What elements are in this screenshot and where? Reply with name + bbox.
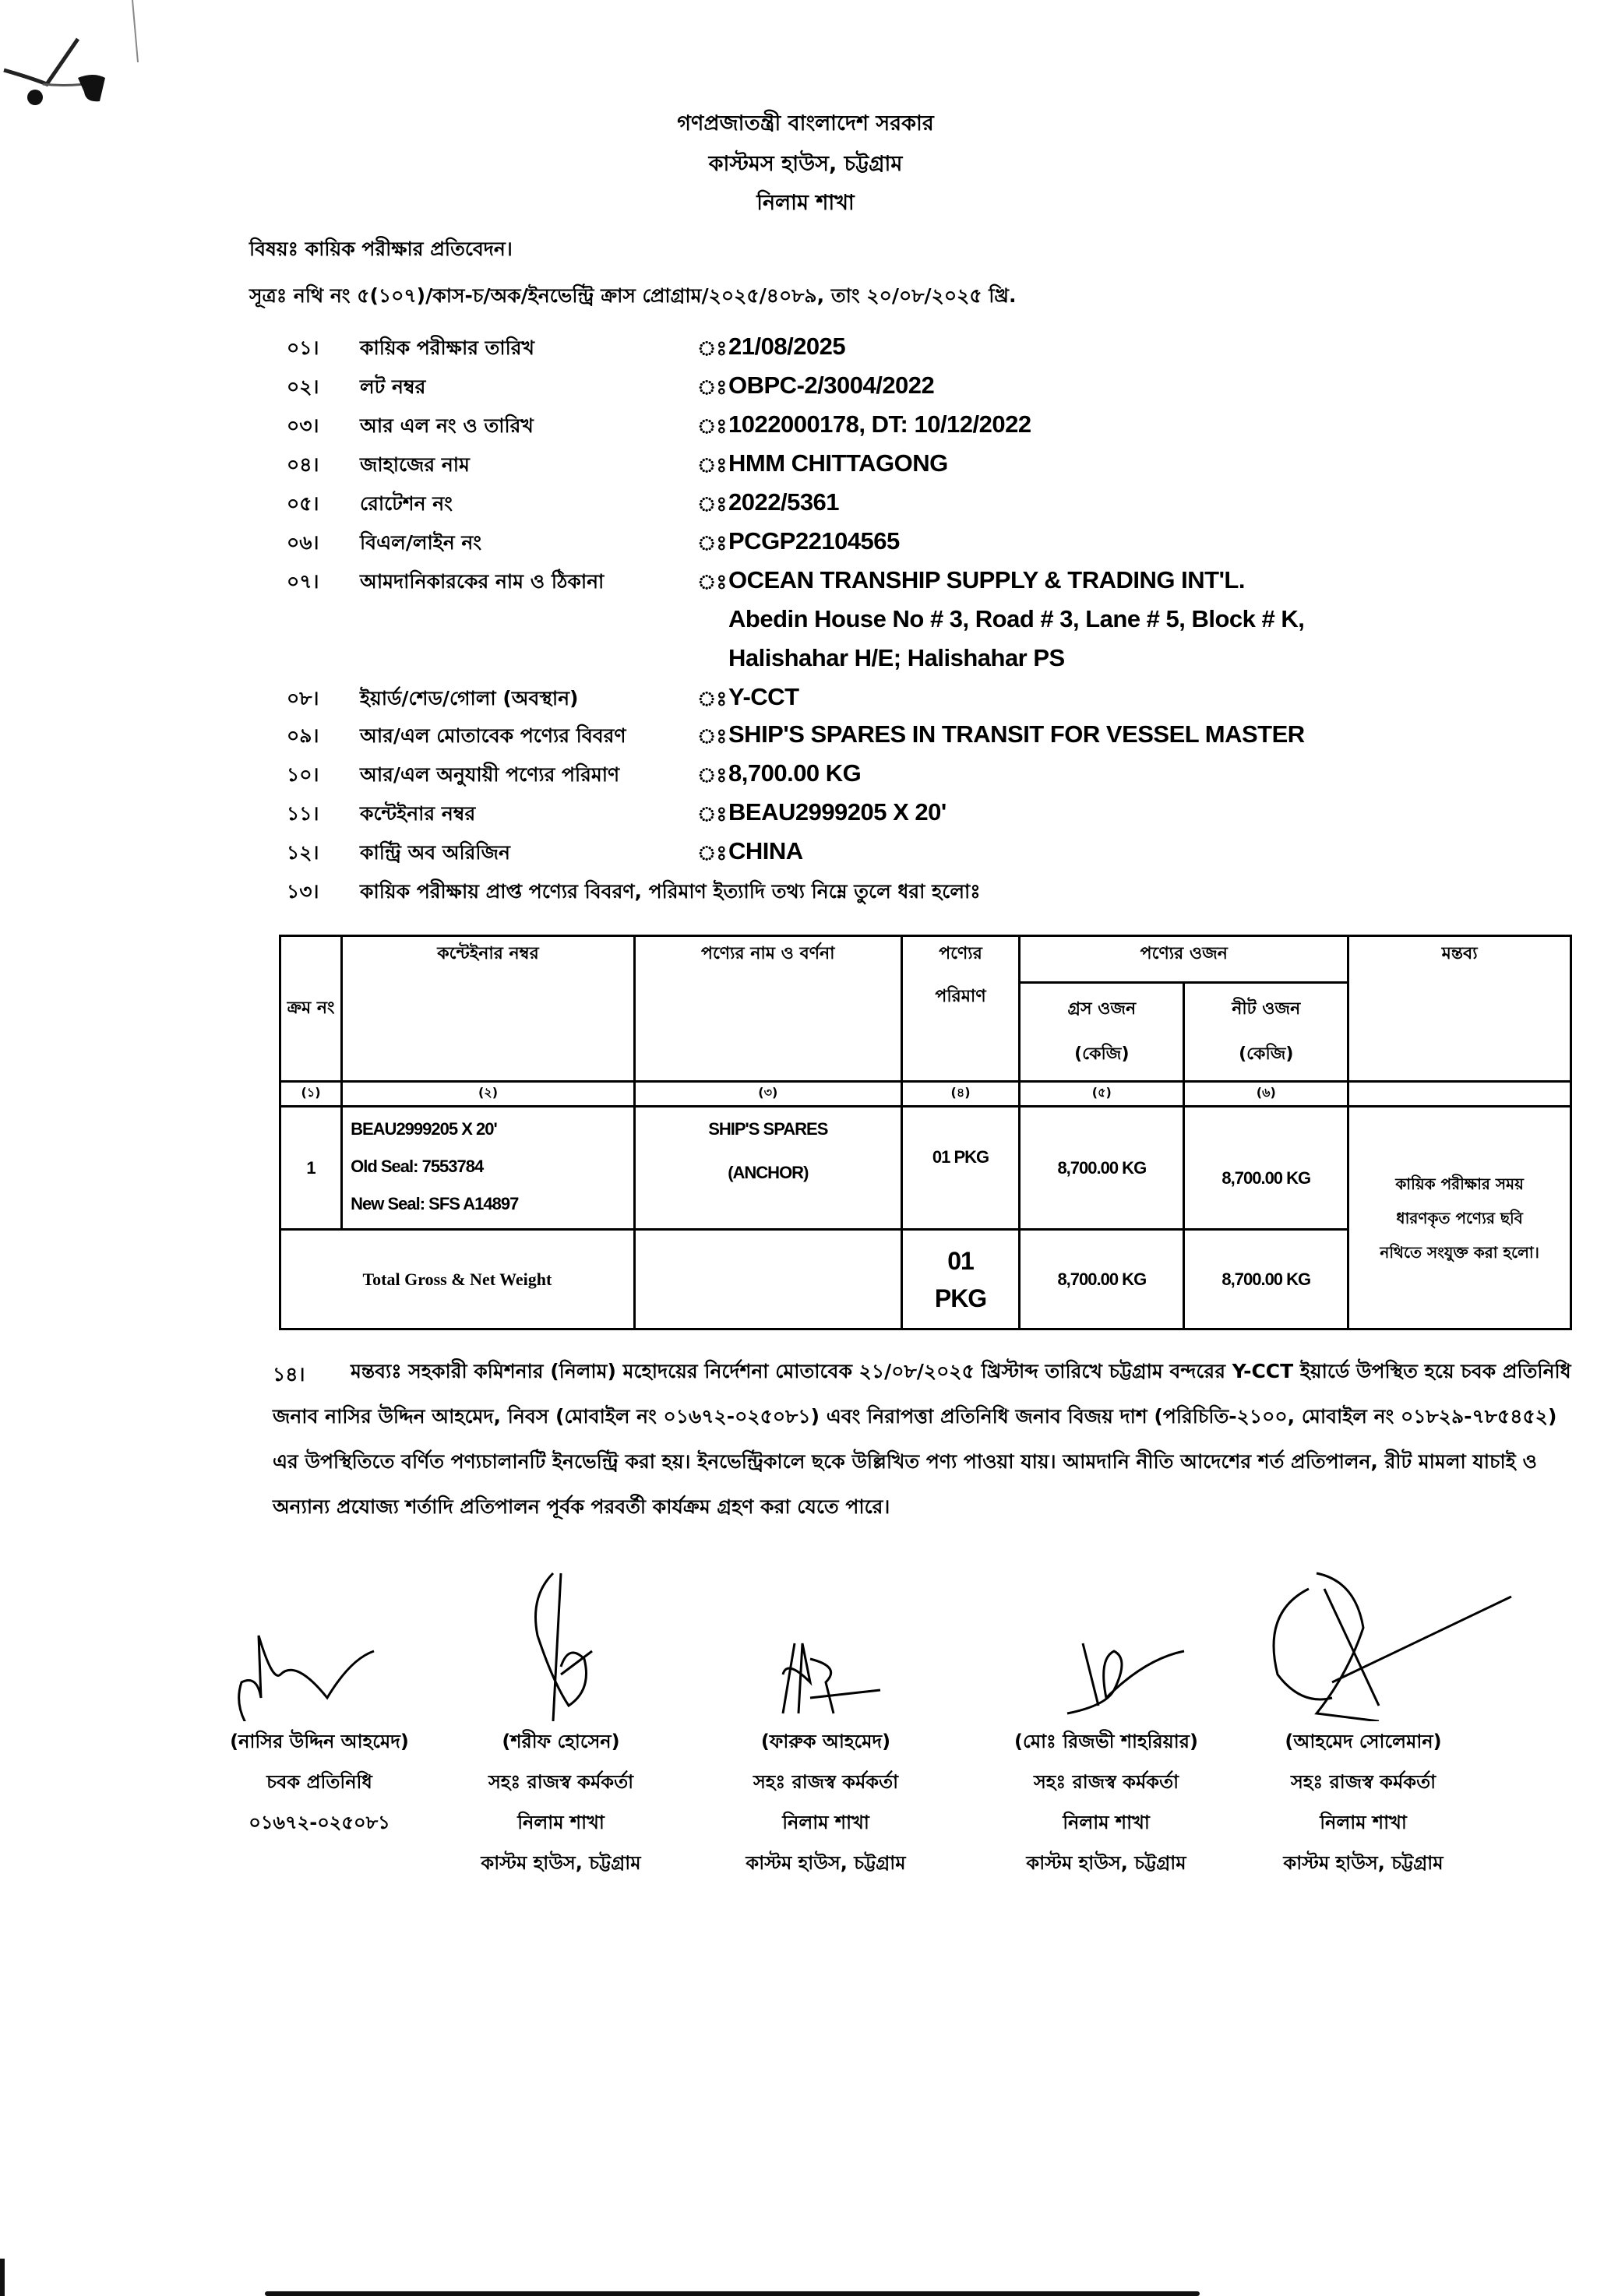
- signatory-name: (ফারুক আহমেদ): [760, 1731, 891, 1752]
- signatory-branch: নিলাম শাখা: [782, 1812, 869, 1833]
- field-colon: ঃ: [697, 493, 728, 516]
- total-quantity-l1: 01: [947, 1246, 974, 1275]
- field-label: কন্টেইনার নম্বর: [360, 802, 476, 825]
- header-serial: [280, 936, 342, 1082]
- old-seal: Old Seal: 7553784: [351, 1157, 484, 1176]
- field-colon: ঃ: [697, 415, 728, 438]
- signature-icon: [1223, 1565, 1519, 1721]
- total-blank: [634, 1230, 901, 1329]
- field-number: ১২।: [287, 841, 319, 864]
- branch-title: নিলাম শাখা: [756, 191, 855, 215]
- field-label: বিএল/লাইন নং: [360, 531, 482, 554]
- field-row-vessel: [0, 449, 1611, 488]
- field-row-origin: [0, 837, 1611, 876]
- column-number-row: [280, 1082, 1571, 1107]
- header-quantity-l1: পণ্যের: [939, 944, 982, 963]
- table-header-row: [280, 936, 1571, 983]
- field-value: 1022000178, DT: 10/12/2022: [728, 410, 1031, 438]
- field-row-container: [0, 798, 1611, 837]
- field-label: আর এল নং ও তারিখ: [360, 414, 534, 437]
- signatory-branch: নিলাম শাখা: [517, 1812, 605, 1833]
- col-number-blank: [1348, 1082, 1571, 1107]
- signature-icon: [203, 1612, 436, 1721]
- cell-container: [342, 1107, 635, 1230]
- cell-goods: [634, 1107, 901, 1230]
- field-value: OBPC-2/3004/2022: [728, 372, 935, 399]
- container-number: BEAU2999205 X 20': [351, 1119, 497, 1139]
- field-value: SHIP'S SPARES IN TRANSIT FOR VESSEL MASTER: [728, 720, 1305, 748]
- header-serial-text: ক্রম নং: [287, 998, 335, 1018]
- col-number: (২): [342, 1082, 635, 1107]
- field-number: ০৬।: [287, 531, 319, 554]
- signatory-2: [421, 1565, 701, 1883]
- field-colon: ঃ: [697, 764, 728, 787]
- importer-address-line2: Halishahar H/E; Halishahar PS: [728, 644, 1065, 671]
- field-number: ০৫।: [287, 492, 319, 515]
- field-number: ০৪।: [287, 453, 319, 476]
- field-colon: ঃ: [697, 376, 728, 400]
- cell-gross: 8,700.00 KG: [1020, 1107, 1184, 1230]
- field-label: জাহাজের নাম: [360, 453, 470, 476]
- field-row-lot: [0, 372, 1611, 410]
- signatory-office: কাস্টম হাউস, চট্টগ্রাম: [1283, 1852, 1444, 1874]
- signatory-title: চবক প্রতিনিধি: [266, 1771, 372, 1793]
- signatory-office: কাস্টম হাউস, চট্টগ্রাম: [1026, 1852, 1186, 1874]
- signatory-name: (নাসির উদ্দিন আহমেদ): [230, 1731, 409, 1752]
- cell-serial: 1: [280, 1107, 342, 1230]
- signatory-name: (শরীফ হোসেন): [502, 1731, 620, 1752]
- signatory-branch: নিলাম শাখা: [1063, 1812, 1150, 1833]
- signatory-phone: ০১৬৭২-০২৫০৮১: [249, 1812, 390, 1833]
- field-row-date: [0, 333, 1611, 372]
- field-value: CHINA: [728, 837, 803, 865]
- field-colon: ঃ: [697, 571, 728, 594]
- field-number: ০১।: [287, 336, 319, 359]
- new-seal: New Seal: SFS A14897: [351, 1194, 519, 1213]
- header-net: [1184, 983, 1348, 1082]
- signature-icon: [989, 1612, 1223, 1721]
- field-value: 2022/5361: [728, 488, 840, 516]
- signatory-branch: নিলাম শাখা: [1320, 1812, 1407, 1833]
- field-row-importer: [0, 566, 1611, 683]
- field-row-13: [0, 876, 1611, 915]
- col-number: (১): [280, 1082, 342, 1107]
- total-net: 8,700.00 KG: [1184, 1230, 1348, 1329]
- header-remarks: মন্তব্য: [1348, 936, 1571, 1082]
- field-colon: ঃ: [697, 337, 728, 361]
- header-gross-l1: গ্রস ওজন: [1067, 999, 1137, 1019]
- field-colon: ঃ: [697, 688, 728, 711]
- signatory-office: কাস্টম হাউস, চট্টগ্রাম: [746, 1852, 906, 1874]
- office-title: কাস্টমস হাউস, চট্টগ্রাম: [708, 152, 903, 176]
- col-number: (৫): [1020, 1082, 1184, 1107]
- total-label: Total Gross & Net Weight: [280, 1230, 635, 1329]
- signatory-name: (আহমেদ সোলেমান): [1285, 1731, 1442, 1752]
- field-label: ইয়ার্ড/শেড/গোলা (অবস্থান): [360, 687, 579, 710]
- col-number: (৩): [634, 1082, 901, 1107]
- field-row-rotation: [0, 488, 1611, 527]
- cell-net: 8,700.00 KG: [1184, 1107, 1348, 1230]
- goods-name: SHIP'S SPARES: [708, 1119, 828, 1139]
- table-row: [280, 1107, 1571, 1230]
- header-quantity: [901, 936, 1020, 1082]
- field-row-bl: [0, 527, 1611, 566]
- field-colon: ঃ: [697, 842, 728, 865]
- field-number: ০৮।: [287, 687, 319, 710]
- header-container: কন্টেইনার নম্বর: [342, 936, 635, 1082]
- field-label: রোটেশন নং: [360, 492, 453, 515]
- signatory-title: সহঃ রাজস্ব কর্মকর্তা: [753, 1771, 899, 1793]
- cell-quantity: 01 PKG: [901, 1107, 1020, 1230]
- scan-edge-bottom: [265, 2291, 1200, 2296]
- field-label: কান্ট্রি অব অরিজিন: [360, 841, 510, 864]
- header-gross: [1020, 983, 1184, 1082]
- field-colon: ঃ: [697, 532, 728, 555]
- field-number: ১১।: [287, 802, 319, 825]
- field-label: লট নম্বর: [360, 375, 426, 398]
- field-value: PCGP22104565: [728, 527, 900, 555]
- item14-remarks: মন্তব্যঃ সহকারী কমিশনার (নিলাম) মহোদয়ের নির্দেশনা মোতাবেক ২১/০৮/২০২৫ খ্রিস্টাব্দ তারিখে চট্টগ্রাম বন্দরের Y-CCT ইয়ার্ডে উপস্থিত হয়ে চবক প্রতিনিধি জনাব নাসির উদ্দিন আহমেদ, নিবস (মোবাইল নং ০১৬৭২-০২৫০৮১) এবং নিরাপত্তা প্রতিনিধি জনাব বিজয় দাশ (পরিচিতি-২১০০, মোবাইল নং ০১৮২৯-৭৮৫৪৫২) এর উপস্থিতিতে বর্ণিত পণ্যচালানটি ইনভেন্ট্রি করা হয়। ইনভেন্ট্রিকালে ছকে উল্লিখিত পণ্য পাওয়া যায়। আমদানি নীতি আদেশের শর্ত প্রতিপালন, রীট মামলা যাচাই ও অন্যান্য প্রযোজ্য শর্তাদি প্রতিপালন পূর্বক পরবর্তী কার্যক্রম গ্রহণ করা যেতে পারে।: [273, 1360, 1571, 1518]
- header-net-l2: (কেজি): [1239, 1044, 1294, 1064]
- handwritten-mark: [0, 0, 156, 109]
- signatory-office: কাস্টম হাউস, চট্টগ্রাম: [481, 1852, 641, 1874]
- header-goods: পণ্যের নাম ও বর্ণনা: [634, 936, 901, 1082]
- field-number: ১৩।: [287, 880, 319, 903]
- field-number: ০৩।: [287, 414, 319, 437]
- field-label: আর/এল মোতাবেক পণ্যের বিবরণ: [360, 724, 626, 747]
- scan-edge-left: [0, 2259, 5, 2296]
- field-colon: ঃ: [697, 803, 728, 826]
- total-quantity-l2: PKG: [934, 1284, 987, 1312]
- field-label: আমদানিকারকের নাম ও ঠিকানা: [360, 570, 605, 593]
- field-label: কায়িক পরীক্ষার তারিখ: [360, 336, 534, 359]
- field-number: ১০।: [287, 763, 319, 786]
- field-label: আর/এল অনুযায়ী পণ্যের পরিমাণ: [360, 763, 620, 786]
- field-row-description: [0, 720, 1611, 759]
- field-number: ০৭।: [287, 570, 319, 593]
- field-number: ০৯।: [287, 724, 319, 747]
- signatory-title: সহঃ রাজস্ব কর্মকর্তা: [1290, 1771, 1437, 1793]
- field-value: Y-CCT: [728, 683, 799, 710]
- cell-remarks: কায়িক পরীক্ষার সময় ধারণকৃত পণ্যের ছবি নথিতে সংযুক্ত করা হলো।: [1348, 1107, 1571, 1329]
- field-row-rl: [0, 410, 1611, 449]
- header-gross-l2: (কেজি): [1074, 1044, 1130, 1064]
- field-colon: ঃ: [697, 454, 728, 477]
- field-colon: ঃ: [697, 725, 728, 748]
- signature-icon: [709, 1612, 943, 1721]
- field-value: 21/08/2025: [728, 333, 846, 360]
- item13-text: কায়িক পরীক্ষায় প্রাপ্ত পণ্যের বিবরণ, পরিমাণ ইত্যাদি তথ্য নিম্নে তুলে ধরা হলোঃ: [360, 880, 981, 903]
- signature-icon: [444, 1565, 678, 1721]
- header-weight-group: পণ্যের ওজন: [1020, 936, 1348, 983]
- signatory-5: [1223, 1565, 1503, 1883]
- field-row-quantity: [0, 759, 1611, 798]
- signatory-title: সহঃ রাজস্ব কর্মকর্তা: [1033, 1771, 1179, 1793]
- signatory-name: (মোঃ রিজভী শাহরিয়ার): [1014, 1731, 1198, 1752]
- signatory-3: [686, 1612, 966, 1883]
- field-number: ০২।: [287, 375, 319, 398]
- signatory-1: [179, 1612, 460, 1843]
- importer-address-line1: Abedin House No # 3, Road # 3, Lane # 5, Block # K,: [728, 605, 1305, 632]
- reference-line: সূত্রঃ নথি নং ৫(১০৭)/কাস-চ/অক/ইনভেন্ট্রি ক্রাস প্রোগ্রাম/২০২৫/৪০৮৯, তাং ২০/০৮/২০২৫ খ্রি.: [249, 284, 1017, 307]
- subject-line: বিষয়ঃ কায়িক পরীক্ষার প্রতিবেদন।: [249, 238, 513, 260]
- header-net-l1: নীট ওজন: [1232, 999, 1301, 1019]
- signatory-title: সহঃ রাজস্ব কর্মকর্তা: [488, 1771, 634, 1793]
- field-value: 8,700.00 KG: [728, 759, 862, 787]
- field-value: HMM CHITTAGONG: [728, 449, 948, 477]
- header-quantity-l2: পরিমাণ: [935, 987, 986, 1006]
- total-gross: 8,700.00 KG: [1020, 1230, 1184, 1329]
- goods-detail: (ANCHOR): [728, 1163, 809, 1182]
- item14-number: ১৪।: [273, 1363, 305, 1386]
- col-number: (৪): [901, 1082, 1020, 1107]
- govt-title: গণপ্রজাতন্ত্রী বাংলাদেশ সরকার: [677, 111, 934, 136]
- field-value: BEAU2999205 X 20': [728, 798, 947, 826]
- col-number: (৬): [1184, 1082, 1348, 1107]
- signatory-4: [966, 1612, 1246, 1883]
- importer-name: OCEAN TRANSHIP SUPPLY & TRADING INT'L.: [728, 566, 1245, 593]
- inspection-table: [279, 935, 1572, 1330]
- total-quantity: [901, 1230, 1020, 1329]
- field-row-yard: [0, 683, 1611, 722]
